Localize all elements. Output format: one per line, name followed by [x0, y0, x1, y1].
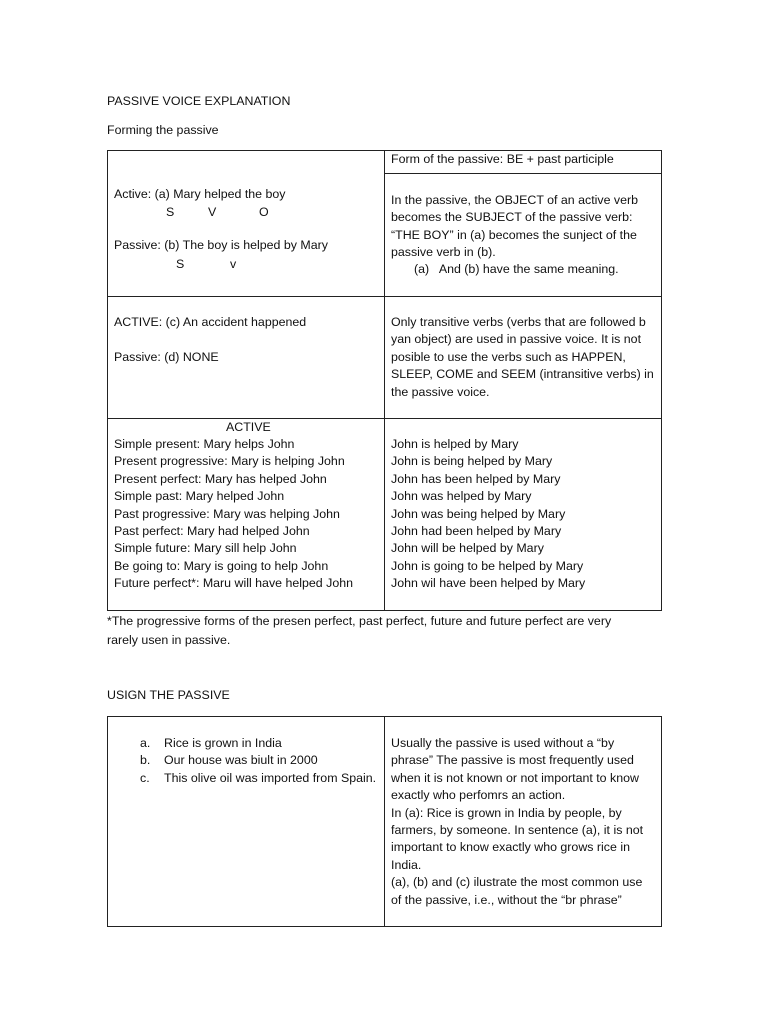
explanation-line: of the passive, i.e., without the “br phrase” [391, 892, 622, 907]
passive-tense-row: John was helped by Mary [391, 489, 532, 504]
explanation-line: In (a): Rice is grown in India by people, by [391, 805, 622, 820]
list-label: (a) [414, 262, 430, 276]
list-text: And (b) have the same meaning. [438, 262, 619, 276]
explanation-line: when it is not known or not important to know [391, 770, 639, 785]
active-tense-row: Future perfect*: Maru will have helped John [114, 576, 353, 591]
verb-mark: v [230, 257, 237, 271]
active-tense-list [114, 436, 353, 593]
example-text: This olive oil was imported from Spain. [164, 770, 377, 785]
examples-list [140, 735, 376, 787]
active-tense-row: Be going to: Mary is going to help John [114, 558, 329, 573]
explanation-line: farmers, by someone. In sentence (a), it is not [391, 823, 644, 838]
explanation-line: becomes the SUBJECT of the passive verb: [391, 210, 633, 225]
explanation-line: SLEEP, COME and SEEM (intransitive verbs) in [391, 367, 654, 382]
example-label: c. [140, 770, 150, 785]
active-example-c: ACTIVE: (c) An accident happened [114, 315, 307, 329]
passive-tense-row: John had been helped by Mary [391, 524, 562, 539]
example-item [140, 735, 376, 752]
object-subject-explanation [391, 192, 638, 262]
active-tense-row: Present perfect: Mary has helped John [114, 471, 327, 486]
example-text: Rice is grown in India [164, 736, 282, 750]
form-of-passive-header: Form of the passive: BE + past participle [391, 152, 614, 166]
passive-tense-row: John was being helped by Mary [391, 506, 566, 521]
footnote-line: *The progressive forms of the presen perfect, past perfect, future and future perfect are very [107, 614, 612, 628]
section-heading-forming: Forming the passive [107, 123, 219, 137]
column-divider [384, 717, 385, 926]
active-tense-row: Simple future: Mary sill help John [114, 541, 297, 556]
forming-passive-table [107, 150, 662, 611]
usage-explanation [391, 735, 643, 909]
row-divider [385, 173, 661, 174]
passive-example-d: Passive: (d) NONE [114, 350, 219, 364]
explanation-line: the passive voice. [391, 384, 490, 399]
transitive-verbs-explanation [391, 314, 654, 401]
active-tense-row: Simple past: Mary helped John [114, 489, 285, 504]
explanation-line: “THE BOY” in (a) becomes the sunject of the [391, 227, 637, 242]
explanation-line: (a), (b) and (c) ilustrate the most common use [391, 875, 643, 890]
active-tense-row: Present progressive: Mary is helping John [114, 454, 345, 469]
active-tense-row: Past progressive: Mary was helping John [114, 506, 340, 521]
subject-mark: S [176, 257, 185, 271]
example-label: a. [140, 736, 151, 750]
active-example-a: Active: (a) Mary helped the boy [114, 187, 286, 201]
passive-tense-row: John is going to be helped by Mary [391, 558, 584, 573]
passive-tense-row: John has been helped by Mary [391, 471, 561, 486]
example-label: b. [140, 753, 151, 768]
footnote-line: rarely usen in passive. [107, 633, 231, 647]
explanation-line: exactly who perfomrs an action. [391, 788, 566, 803]
passive-example-b: Passive: (b) The boy is helped by Mary [114, 238, 328, 252]
same-meaning-item [414, 261, 619, 278]
row-divider [108, 296, 661, 297]
using-passive-table [107, 716, 662, 927]
row-divider [108, 418, 661, 419]
passive-tense-row: John will be helped by Mary [391, 541, 544, 556]
explanation-line: important to know exactly who grows rice in [391, 840, 630, 855]
passive-tense-row: John is being helped by Mary [391, 454, 553, 469]
object-mark: O [259, 205, 269, 219]
section-heading-using: USIGN THE PASSIVE [107, 688, 230, 702]
active-tense-row: Past perfect: Mary had helped John [114, 524, 310, 539]
example-item [140, 770, 376, 787]
explanation-line: Usually the passive is used without a “by [391, 736, 615, 750]
passive-tense-list [391, 436, 585, 593]
passive-tense-row: John wil have been helped by Mary [391, 576, 586, 591]
example-text: Our house was biult in 2000 [164, 753, 318, 768]
explanation-line: India. [391, 857, 422, 872]
explanation-line: Only transitive verbs (verbs that are followed b [391, 315, 646, 329]
active-column-header: ACTIVE [226, 420, 271, 434]
verb-mark: V [208, 205, 217, 219]
explanation-line: phrase” The passive is most frequently used [391, 753, 634, 768]
footnote [107, 612, 611, 650]
explanation-line: passive verb in (b). [391, 245, 496, 260]
column-divider [384, 151, 385, 610]
subject-mark: S [166, 205, 175, 219]
explanation-line: In the passive, the OBJECT of an active verb [391, 193, 639, 207]
explanation-line: posible to use the verbs such as HAPPEN, [391, 349, 626, 364]
passive-tense-row: John is helped by Mary [391, 437, 519, 451]
example-item [140, 752, 376, 769]
explanation-line: yan object) are used in passive voice. It is not [391, 332, 642, 347]
page-title: PASSIVE VOICE EXPLANATION [107, 94, 291, 108]
active-tense-row: Simple present: Mary helps John [114, 437, 295, 451]
